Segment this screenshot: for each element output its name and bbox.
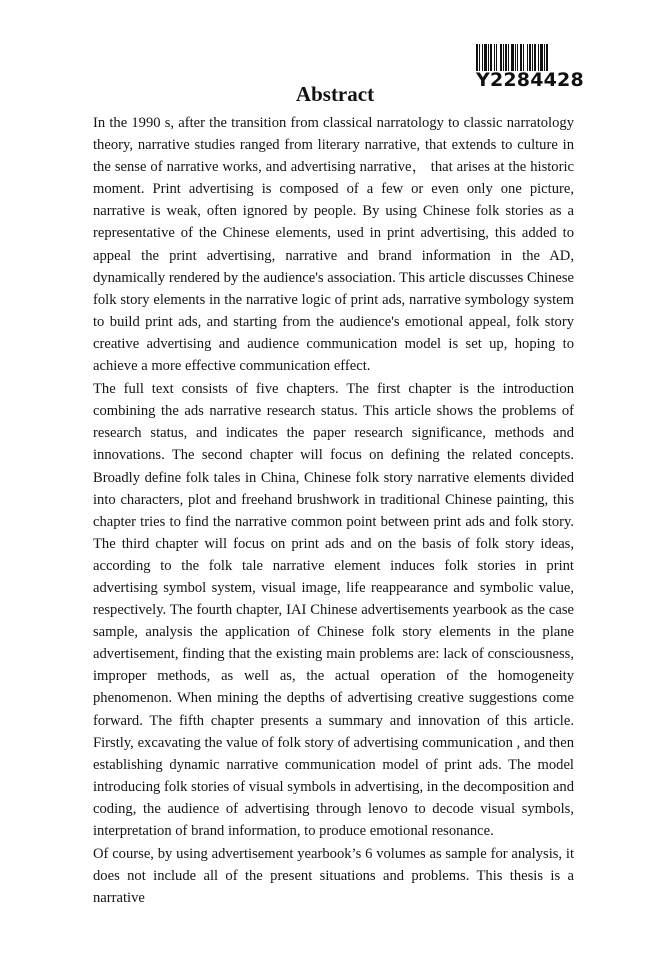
paragraph-1: In the 1990 s, after the transition from classical narratology to classic narratology theory, narrative studies ranged from literary narrative, that extends to culture in the sense of narrative works, and advertising narrative， that arises at the historic moment. Print advertising is composed of a few or even only one picture, narrative is weak, often ignored by people. By using Chinese folk stories as a representative of the Chinese elements, used in print advertising, this added to appeal the print advertising, narrative and brand information in the AD, dynamically rendered by the audience's association. This article discusses Chinese folk story elements in the narrative logic of print ads, narrative symbology system to build print ads, and starting from the audience's emotional appeal, folk story creative advertising and audience communication model is set up, hoping to achieve a more effective communication effect.	[93, 115, 574, 375]
barcode-id: Y2284428	[476, 69, 584, 91]
paragraph-3: Of course, by using advertisement yearbook’s 6 volumes as sample for analysis, it does not include all of the present situations and problems. This thesis is a narrative	[93, 846, 574, 907]
page-title: Abstract	[295, 82, 375, 106]
abstract-body	[93, 112, 574, 909]
paragraph-2: The full text consists of five chapters. The first chapter is the introduction combining the ads narrative research status. This article shows the problems of research status, and indicates the paper research significance, methods and innovations. The second chapter will focus on defining the related concepts. Broadly define folk tales in China, Chinese folk story narrative elements divided into characters, plot and freehand brushwork in traditional Chinese painting, this chapter tries to find the narrative common point between print ads and folk story. The third chapter will focus on print ads and on the basis of folk story ideas, according to the folk tale narrative element induces folk stories in print advertising symbol system, visual image, life reappearance and symbolic value, respectively. The fourth chapter, IAI Chinese advertisements yearbook as the case sample, analysis the application of Chinese folk story elements in the plane advertisement, finding that the existing main problems are: lack of consciousness, improper methods, as well as, the actual operation of the homogeneity phenomenon. When mining the depths of advertising creative suggestions come forward. The fifth chapter presents a summary and innovation of this article. Firstly, excavating the value of folk story of advertising communication , and then establishing dynamic narrative communication model of print ads. The model introducing folk stories of visual symbols in advertising, in the decomposition and coding, the audience of advertising through lenovo to decode visual symbols, interpretation of brand information, to produce emotional resonance.	[93, 381, 574, 839]
barcode-icon	[476, 44, 580, 71]
